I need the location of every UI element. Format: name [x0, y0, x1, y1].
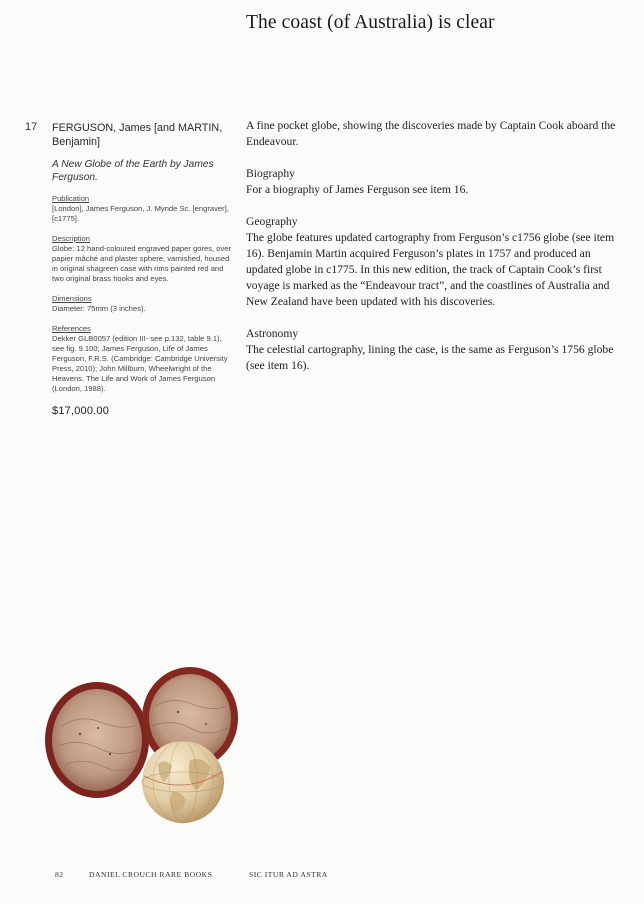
biography-paragraph: For a biography of James Ferguson see item 16.: [246, 183, 469, 196]
publisher-name: DANIEL CROUCH RARE BOOKS: [89, 870, 213, 879]
author-name: FERGUSON, James [and MARTIN, Benjamin]: [52, 122, 223, 148]
item-number: 17: [25, 121, 38, 133]
catalogue-entry-details: [52, 121, 232, 417]
intro-paragraph: A fine pocket globe, showing the discoveries made by Captain Cook aboard the Endeavour.: [246, 119, 616, 148]
page-title: The coast (of Australia) is clear: [246, 12, 495, 33]
book-title: A New Globe of the Earth by James Ferguson.: [52, 159, 214, 183]
biography-heading: Biography: [246, 167, 295, 180]
price: $17,000.00: [52, 405, 110, 417]
references-label: References: [52, 324, 91, 333]
item-body-text: [246, 118, 616, 374]
pocket-globe-photo: [40, 664, 250, 836]
description-label: Description: [52, 234, 90, 243]
geography-heading: Geography: [246, 215, 298, 228]
case-left-half: [45, 682, 149, 798]
astronomy-paragraph: The celestial cartography, lining the case, is the same as Ferguson’s 1756 globe (see item 16).: [246, 343, 614, 372]
description-text: Globe: 12 hand-coloured engraved paper gores, over papier mâché and plaster sphere, varnished, housed in original shagreen case with rims painted red and two original brass hooks and eyes.: [52, 244, 231, 283]
pocket-globe-illustration: [40, 664, 250, 836]
geography-paragraph: The globe features updated cartography from Ferguson’s c1756 globe (see item 16). Benjamin Martin acquired Ferguson’s plates in 1757 and produced an updated globe in c1775. In this new edition, the track of Captain Cook’s first voyage is marked as the “Endeavour tract”, and the coastlines of Australia and New Zealand have been updated with his discoveries.: [246, 231, 615, 308]
publication-text: [London], James Ferguson, J. Mynde Sc. [engraver], [c1775].: [52, 204, 229, 223]
dimensions-text: Diameter: 75mm (3 inches).: [52, 304, 146, 313]
page-number: 82: [55, 870, 64, 879]
terrestrial-globe: [142, 741, 224, 823]
page-footer: [0, 870, 644, 884]
dimensions-label: Dimensions: [52, 294, 92, 303]
references-text: Dekker GLB0057 (edition III- see p.132, table 9.1), see fig. 9.100; James Ferguson, Life of James Ferguson, F.R.S. (Cambridge: Cambridge University Press, 2010); John Millburn, Wheelwright of the Heavens. The Life and Work of James Ferguson (London, 1988).: [52, 334, 228, 393]
publication-label: Publication: [52, 194, 90, 203]
catalogue-motto: SIC ITUR AD ASTRA: [249, 870, 328, 879]
astronomy-heading: Astronomy: [246, 327, 299, 340]
